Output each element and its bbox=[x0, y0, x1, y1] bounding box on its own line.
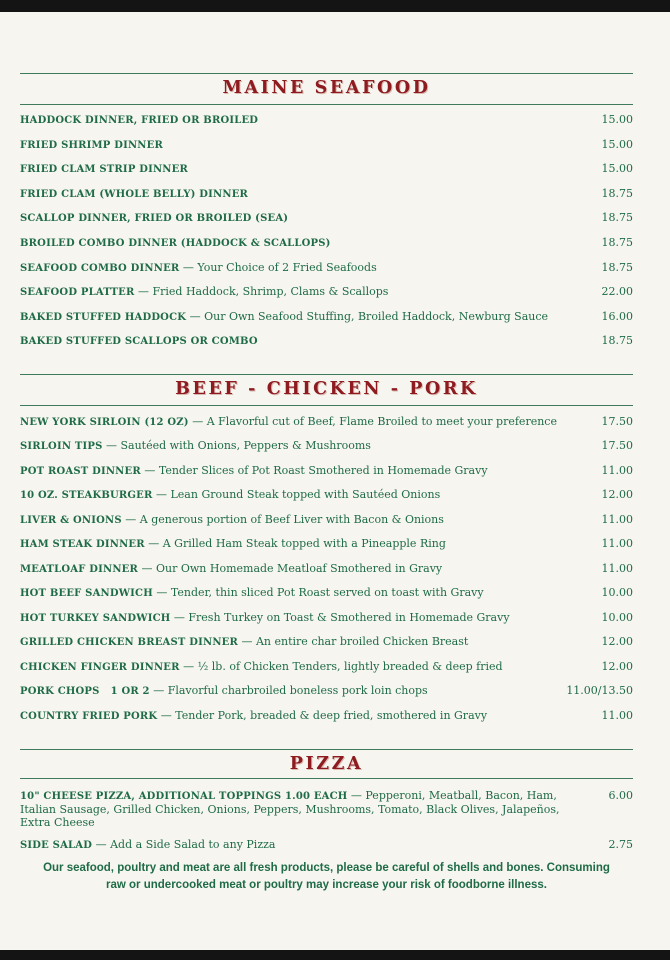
item-price: 11.00 bbox=[601, 709, 633, 722]
item-name: SEAFOOD COMBO DINNER bbox=[20, 263, 180, 274]
item-name: POT ROAST DINNER bbox=[20, 466, 141, 477]
item-name: GRILLED CHICKEN BREAST DINNER bbox=[20, 637, 238, 648]
item-name: BAKED STUFFED HADDOCK bbox=[20, 312, 187, 323]
item-description: — Fresh Turkey on Toast & Smothered in Homemade Gravy bbox=[170, 611, 510, 624]
item-price: 22.00 bbox=[601, 285, 633, 298]
menu-item bbox=[20, 586, 633, 600]
menu-item bbox=[20, 334, 633, 348]
item-price: 11.00 bbox=[601, 562, 633, 575]
item-name: LIVER & ONIONS bbox=[20, 515, 122, 526]
item-name: SIRLOIN TIPS bbox=[20, 441, 103, 452]
item-price: 2.75 bbox=[608, 838, 633, 851]
menu-item bbox=[20, 635, 633, 649]
item-name: PORK CHOPS 1 OR 2 bbox=[20, 686, 150, 697]
item-price: 12.00 bbox=[601, 660, 633, 673]
item-name: SCALLOP DINNER, FRIED OR BROILED (SEA) bbox=[20, 213, 289, 224]
item-description: — A Flavorful cut of Beef, Flame Broiled to meet your preference bbox=[188, 415, 557, 428]
item-name: BROILED COMBO DINNER (HADDOCK & SCALLOPS) bbox=[20, 238, 331, 249]
menu-item bbox=[20, 838, 633, 852]
item-description: — Our Own Homemade Meatloaf Smothered in Gravy bbox=[138, 562, 443, 575]
item-name: FRIED CLAM (WHOLE BELLY) DINNER bbox=[20, 189, 249, 200]
section-title-seafood: MAINE SEAFOOD bbox=[222, 78, 431, 98]
item-name: FRIED CLAM STRIP DINNER bbox=[20, 164, 188, 175]
menu-item bbox=[20, 684, 633, 698]
item-description: — Your Choice of 2 Fried Seafoods bbox=[179, 261, 377, 274]
item-price: 11.00 bbox=[601, 537, 633, 550]
item-price: 12.00 bbox=[601, 635, 633, 648]
menu-item bbox=[20, 537, 633, 551]
item-name: 10" CHEESE PIZZA, ADDITIONAL TOPPINGS 1.00 EACH bbox=[20, 791, 348, 802]
item-name: NEW YORK SIRLOIN (12 OZ) bbox=[20, 417, 189, 428]
item-price: 18.75 bbox=[601, 261, 633, 274]
menu-item bbox=[20, 285, 633, 299]
item-name: MEATLOAF DINNER bbox=[20, 564, 138, 575]
menu-item bbox=[20, 113, 633, 127]
item-description: — Lean Ground Steak topped with Sautéed Onions bbox=[152, 488, 441, 501]
item-description: — An entire char broiled Chicken Breast bbox=[238, 635, 469, 648]
item-description: — Tender Slices of Pot Roast Smothered in Homemade Gravy bbox=[140, 464, 488, 477]
item-price: 12.00 bbox=[601, 488, 633, 501]
item-price: 18.75 bbox=[601, 236, 633, 249]
menu-item bbox=[20, 187, 633, 201]
item-description: — Fried Haddock, Shrimp, Clams & Scallops bbox=[134, 285, 389, 298]
item-name: 10 OZ. STEAKBURGER bbox=[20, 490, 153, 501]
item-price: 10.00 bbox=[601, 611, 633, 624]
item-description: — Flavorful charbroiled boneless pork loin chops bbox=[149, 684, 428, 697]
item-price: 17.50 bbox=[601, 415, 633, 428]
menu-item bbox=[20, 611, 633, 625]
item-price: 11.00 bbox=[601, 464, 633, 477]
menu-item bbox=[20, 261, 633, 275]
item-description: — Sautéed with Onions, Peppers & Mushrooms bbox=[102, 439, 371, 452]
menu-item bbox=[20, 310, 633, 324]
item-name: FRIED SHRIMP DINNER bbox=[20, 140, 163, 151]
section-rule-top bbox=[20, 73, 633, 74]
item-name: HADDOCK DINNER, FRIED OR BROILED bbox=[20, 115, 259, 126]
section-rule-top bbox=[20, 374, 633, 375]
food-safety-disclaimer: Our seafood, poultry and meat are all fresh products, please be careful of shells and bones. Consuming raw or undercooked meat or poultry may increase your risk of foodborne illness. bbox=[43, 862, 610, 891]
section-rule-top bbox=[20, 749, 633, 750]
item-name: BAKED STUFFED SCALLOPS OR COMBO bbox=[20, 336, 258, 347]
menu-page bbox=[0, 12, 670, 950]
item-name: COUNTRY FRIED PORK bbox=[20, 711, 158, 722]
item-name: SIDE SALAD bbox=[20, 840, 93, 851]
top-frame-bar bbox=[0, 0, 670, 12]
item-price: 17.50 bbox=[601, 439, 633, 452]
menu-item bbox=[20, 562, 633, 576]
item-price: 18.75 bbox=[601, 334, 633, 347]
item-name: CHICKEN FINGER DINNER bbox=[20, 662, 180, 673]
item-price: 10.00 bbox=[601, 586, 633, 599]
menu-item bbox=[20, 211, 633, 225]
menu-item bbox=[20, 439, 633, 453]
item-description: — Pepperoni, Meatball, Bacon, Ham, Italian Sausage, Grilled Chicken, Onions, Peppers, Mushrooms, Tomato, Black Olives, Jalapeños, Extra Cheese bbox=[20, 789, 560, 829]
menu-item bbox=[20, 789, 633, 829]
item-description: — Tender, thin sliced Pot Roast served on toast with Gravy bbox=[152, 586, 484, 599]
item-price: 15.00 bbox=[601, 162, 633, 175]
bottom-frame-bar bbox=[0, 950, 670, 960]
menu-item bbox=[20, 138, 633, 152]
menu-item bbox=[20, 236, 633, 250]
menu-item bbox=[20, 464, 633, 478]
section-rule-bottom bbox=[20, 405, 633, 406]
item-description: — A generous portion of Beef Liver with Bacon & Onions bbox=[121, 513, 444, 526]
item-name: HOT TURKEY SANDWICH bbox=[20, 613, 171, 624]
menu-item bbox=[20, 513, 633, 527]
item-description: — Our Own Seafood Stuffing, Broiled Haddock, Newburg Sauce bbox=[186, 310, 549, 323]
item-price: 15.00 bbox=[601, 113, 633, 126]
section-rule-bottom bbox=[20, 778, 633, 779]
item-price: 6.00 bbox=[608, 789, 633, 802]
item-price: 15.00 bbox=[601, 138, 633, 151]
section-rule-bottom bbox=[20, 104, 633, 105]
item-description: — Tender Pork, breaded & deep fried, smothered in Gravy bbox=[157, 709, 488, 722]
item-price: 11.00 bbox=[601, 513, 633, 526]
item-price: 18.75 bbox=[601, 187, 633, 200]
menu-item bbox=[20, 660, 633, 674]
item-price: 18.75 bbox=[601, 211, 633, 224]
menu-item bbox=[20, 415, 633, 429]
item-name: HAM STEAK DINNER bbox=[20, 539, 145, 550]
menu-item bbox=[20, 488, 633, 502]
item-name: HOT BEEF SANDWICH bbox=[20, 588, 153, 599]
item-description: — Add a Side Salad to any Pizza bbox=[92, 838, 276, 851]
item-description: — A Grilled Ham Steak topped with a Pineapple Ring bbox=[144, 537, 446, 550]
section-title-beef-chicken-pork: BEEF - CHICKEN - PORK bbox=[175, 379, 478, 399]
menu-item bbox=[20, 709, 633, 723]
section-title-pizza: PIZZA bbox=[289, 754, 364, 774]
item-name: SEAFOOD PLATTER bbox=[20, 287, 135, 298]
item-price: 16.00 bbox=[601, 310, 633, 323]
menu-item bbox=[20, 162, 633, 176]
item-price: 11.00/13.50 bbox=[566, 684, 633, 697]
item-description: — ½ lb. of Chicken Tenders, lightly breaded & deep fried bbox=[179, 660, 503, 673]
